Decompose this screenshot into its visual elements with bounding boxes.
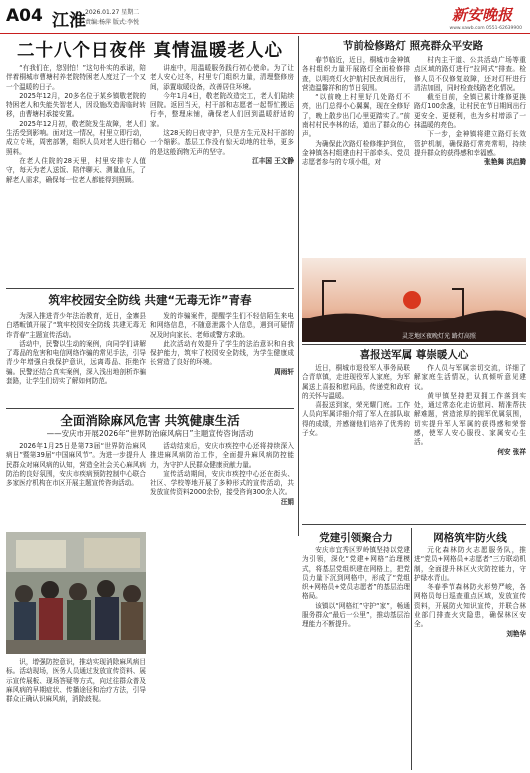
page-number: A04 (6, 6, 43, 26)
article6-col (302, 546, 410, 770)
article2-col1 (302, 56, 410, 256)
paragraph: 下一步，金神镇将建立路灯长效管护机制，确保路灯常亮常明，持续提升群众的获得感和幸福感。 (414, 130, 526, 157)
article6-title: 党建引领聚合力 (319, 532, 393, 544)
article4-subtitle: ——安庆市开展2026年“世界防治麻风病日”主题宣传咨询活动 (46, 429, 254, 438)
article3-title: 筑牢校园安全防线 共建“无毒无诈”青春 (48, 293, 252, 307)
article1-col1 (6, 64, 146, 266)
paragraph: 此次活动有效提升了学生的法治意识和自我保护能力，筑牢了校园安全防线，为学生健康成长营造了良好的环境。 (150, 339, 294, 367)
paragraph: 春节临近，近日，桐城市金神镇各村组织力量开展路灯全面检修排查，以明亮灯火护航村民夜间出行，营造温馨祥和的节日氛围。 (302, 56, 410, 92)
paragraph: 活动结束后，安庆市疾控中心还将持续深入推进麻风病防治工作，全面提升麻风病防控能力，为守护人民群众健康贡献力量。 (150, 442, 294, 469)
section-name: 江淮 (52, 11, 86, 31)
article7-col (414, 546, 526, 770)
column-divider (298, 36, 299, 536)
paragraph: 宣传活动期间，安庆市疾控中心还在街头、社区、学校等地开展了多种形式的宣传活动，共发放宣传资料2000余份，接受咨询300余人次。 (150, 469, 294, 497)
article4-col3 (150, 442, 294, 770)
article3-col1 (6, 312, 146, 404)
article1-author: 江丰国 王文静 (252, 156, 294, 165)
paragraph: 作人员与军属亲切交流，详细了解家庭生活情况，认真倾听意见建议。 (414, 364, 526, 391)
section-divider (302, 344, 526, 345)
article5-author: 何安 张祥 (497, 447, 526, 456)
paragraph: 2025年12月初，敬老院发生故障，老人们生活受到影响。面对这一情况，村里立即行动，成立专班，周密部署，组织人员对老人进行精心照料。 (6, 119, 146, 156)
logo-text: 新安晚报 (451, 6, 513, 24)
article4-title: 全面消除麻风危害 共筑健康生活 (60, 413, 240, 428)
paragraph: “有我们在，您别怕！”这句朴实的承诺，陪伴着桐城市曹塘村养老院特困老人度过了一个又一个温暖的日子。 (6, 64, 146, 91)
article3-col2 (150, 312, 294, 404)
article5-col2 (414, 364, 526, 520)
logo-icon (442, 3, 522, 25)
paragraph: 发的诈骗案件，提醒学生们不轻信陌生来电和网络信息，不随意泄露个人信息，遇到可疑情况及时向家长、老师或警方求助。 (150, 312, 294, 339)
issue-date: 2026.01.27 星期二 (85, 9, 140, 16)
article1-col2 (150, 64, 294, 276)
paragraph: 村内主干道、公共活动广场等重点区域的路灯进行“拉网式”排查。检修人员不仅修复故障，还对灯杆进行清洁加固，同时检查线路老化情况。 (414, 56, 526, 92)
article2-title: 节前检修路灯 照亮群众平安路 (342, 40, 484, 52)
paragraph: 该镇以“网格红”守护“家”，畅通服务群众“最后一公里”，推动基层治理能力不断提升。 (302, 601, 410, 629)
paragraph: 为深入推进青少年法治教育，近日，金寨县白塔畈镇开展了“筑牢校园安全防线 共建无毒无诈青春”主题宣传活动。 (6, 312, 146, 339)
section-divider (6, 408, 294, 409)
sunset-photo (302, 258, 526, 342)
paragraph: 为确保此次路灯检修维护到位，金神镇各村组建由村干部牵头、党员志愿者参与的专项小组，对 (302, 139, 410, 167)
section-divider (302, 524, 526, 525)
article7-author: 刘艳华 (506, 629, 526, 638)
sunset-streetlight-icon (302, 258, 526, 342)
section-divider (6, 288, 294, 289)
article2-col2 (414, 56, 526, 254)
paragraph: 今年1月4日，敬老院改造完工，老人们陆续回院。返回当天，村干部和志愿者一起帮忙搬运行李，整理床铺，确保老人们回到温暖舒适的家。 (150, 91, 294, 128)
column-divider (411, 528, 412, 770)
paragraph: 冬春季节森林防火形势严峻，各网格员每日巡查重点区域，发放宣传资料，开展防火知识宣传，并联合林业部门排查火灾隐患，确保林区安全。 (414, 583, 526, 629)
issue-editor: 责编:杨萍 版式:李悦 (85, 19, 139, 26)
paragraph: 黄甲镇坚持把双拥工作落到实处，通过常态化走访慰问、精准帮扶解难题，营造浓厚的拥军优属氛围，切实提升军人军属的获得感和荣誉感，使军人安心服役、家属安心生活。 (414, 391, 526, 447)
article7-title: 网格筑牢防火线 (433, 532, 507, 544)
paragraph: 近日，桐城市退役军人事务局联合青草镇，走进现役军人家庭，为军属送上喜报和慰问品，传递党和政府的关怀与温暖。 (302, 364, 410, 400)
paragraph: 活动中，民警以生动的案例，向同学们讲解了毒品的危害和电信网络诈骗的常见手法，引导青少年增强自我保护意识，远离毒品、拒绝诈骗。民警还结合真实案例，深入浅出地剖析诈骗套路，让学生们切实了解如何防范。 (6, 339, 146, 386)
paragraph: 在老人住院的28天里，村里安排专人值守，每天为老人送饭、陪伴聊天、测量血压，了解老人需求，确保每一位老人都能得到照顾。 (6, 156, 146, 184)
article4-author: 汪娟 (280, 497, 294, 506)
crowd-photo-icon (6, 532, 146, 654)
article1-title: 二十八个日夜伴 真情温暖老人心 (16, 41, 284, 61)
photo-caption: 灵芝地区夜晚灯光 路灯高照 (402, 333, 476, 340)
page-header (0, 0, 530, 34)
paragraph: “以前晚上村里好几处路灯不亮，出门总得小心翼翼，现在全修好了，晚上散步出门心里更踏实了。”前南村村民李林的话，道出了群众的心声。 (302, 93, 410, 139)
article5-title: 喜报送军属 尊崇暖人心 (359, 349, 469, 361)
article5-col1 (302, 364, 410, 520)
logo-url: www.xawb.com 0551-62639900 (449, 26, 522, 31)
paragraph: 喜报送到家，荣光耀门庭。工作人员向军属详细介绍了军人在部队取得的成绩，并感谢他们培养了优秀的子女。 (302, 401, 410, 438)
paragraph: 2026年1月25日是第73届“世界防治麻风病日”暨第39届“中国麻风节”。为进一步提升人民群众对麻风病的认知，营造全社会关心麻风病防治的良好氛围，安庆市疾病预防控制中心联合多家医疗机构在市区开展主题宣传咨询活动。 (6, 442, 146, 488)
paragraph: 这28天的日夜守护，只是方生元及村干部的一个缩影。基层工作没有惊天动地的壮举，更多的是这般润物无声的坚守。 (150, 129, 294, 156)
health-event-photo (6, 532, 146, 654)
paragraph: 安庆市宜秀区罗岭镇坚持以党建为引领，深化“党建+网格”治理模式，将基层党组织建在网格上，把党员力量下沉到网格中，形成了“党组织+网格员+党员志愿者”的基层治理格局。 (302, 546, 410, 601)
article3-author: 周雨轩 (274, 367, 294, 376)
paragraph: 识，增强防控意识，推动实现消除麻风病目标。活动现场，医务人员通过发放宣传资料、展示宣传展板、现场答疑等方式，向过往群众普及麻风病的早期症状、传播途径和治疗方法，引导群众正确认识麻风病，消除歧视。 (6, 658, 146, 704)
issue-meta (85, 8, 155, 28)
paragraph: 元化森林防火志愿服务队，推进“党员+网格员+志愿者”三方联动机制，全面提升林区火灾防控能力，守护绿水青山。 (414, 546, 526, 582)
article4-col1 (6, 442, 146, 528)
paragraph: 截至目前，全镇已累计维修更换路灯100余盏，让村民在节日期间出行更安全、更便利，也为乡村增添了一抹温暖的亮色。 (414, 93, 526, 130)
paragraph: 2025年12月，20多名位于某乡镇敬老院的特困老人和失能失智老人，因设施改造需临时转移，由曹塘村承接安置。 (6, 91, 146, 119)
paragraph: 讲座中，用温暖服务践行初心使命。为了让老人安心过冬，村里专门组织力量，清理整修房间，添置取暖设备，改善居住环境。 (150, 64, 294, 91)
article4-col1b (6, 658, 146, 770)
newspaper-logo (442, 3, 522, 31)
article2-author: 张艳舞 洪启腾 (484, 158, 526, 167)
